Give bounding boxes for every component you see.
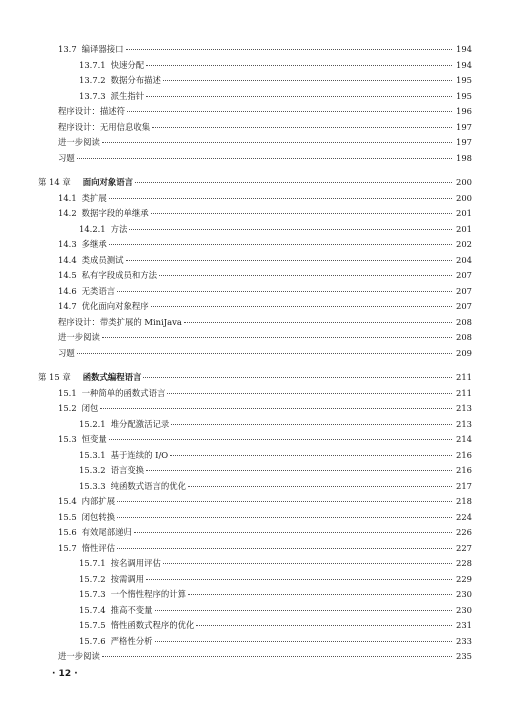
toc-section-number: 15.7.2 <box>79 573 106 584</box>
toc-section-title: 语言变换 <box>110 465 145 475</box>
toc-entry-label <box>58 332 100 343</box>
toc-page-number: 208 <box>456 332 472 342</box>
dot-leader <box>143 377 452 378</box>
toc-entry-label <box>58 44 124 55</box>
toc-page-number: 194 <box>456 59 472 70</box>
toc-entry-row <box>79 589 472 600</box>
dot-leader <box>151 213 452 214</box>
toc-entry-label <box>58 496 115 507</box>
toc-section-title: 派生指针 <box>110 90 145 101</box>
toc-entry-label <box>79 605 153 616</box>
dot-leader <box>151 306 452 307</box>
toc-section-title: 程序设计：带类扩展的 MiniJava <box>58 316 182 327</box>
toc-entry-row <box>79 481 472 492</box>
toc-entry-row <box>79 558 472 569</box>
toc-section-title: 进一步阅读 <box>58 137 100 147</box>
dot-leader <box>100 408 452 409</box>
dot-leader <box>117 517 452 518</box>
toc-section-number: 13.7 <box>58 44 77 54</box>
dot-leader <box>146 470 452 471</box>
toc-section-number: 15.7 <box>58 542 77 553</box>
toc-entry-label <box>79 450 168 461</box>
toc-page-number: 213 <box>456 403 472 413</box>
toc-section-title: 面向对象语言 <box>82 177 133 187</box>
toc-section-title: 严格性分析 <box>110 635 153 646</box>
toc-page-number: 201 <box>456 223 472 234</box>
dot-leader <box>117 291 452 292</box>
toc-entry-label <box>58 153 75 164</box>
toc-entry-label <box>79 60 144 71</box>
toc-section-title: 进一步阅读 <box>58 332 100 342</box>
toc-section-title: 一种简单的函数式语言 <box>81 387 166 398</box>
dot-leader <box>102 337 452 338</box>
dot-leader <box>117 548 452 549</box>
toc-section-title: 习题 <box>58 347 75 358</box>
toc-entry-row <box>58 332 472 343</box>
toc-section-number: 14.3 <box>58 239 77 249</box>
toc-entry-row <box>58 153 472 164</box>
toc-section-number: 14.5 <box>58 270 77 280</box>
toc-section-number: 15.7.1 <box>79 558 106 568</box>
toc-entry-label <box>58 137 100 148</box>
toc-page-number: 207 <box>456 301 472 311</box>
toc-page-number: 194 <box>456 44 472 54</box>
toc-entry-row <box>79 224 472 235</box>
toc-page-number: 230 <box>456 604 472 615</box>
dot-leader <box>184 322 452 323</box>
dot-leader <box>135 182 452 183</box>
toc-page-number: 208 <box>456 316 472 327</box>
toc-page-number: 197 <box>456 137 472 147</box>
toc-entry-row <box>79 91 472 102</box>
toc-entry-label <box>38 177 133 188</box>
toc-section-number: 15.3.2 <box>79 465 106 475</box>
toc-entry-row <box>58 239 472 250</box>
toc-section-number: 14.2 <box>58 208 77 218</box>
toc-page-number: 216 <box>456 465 472 475</box>
dot-leader <box>196 625 452 626</box>
toc-entry-row <box>58 348 472 359</box>
toc-entry-row <box>58 651 472 662</box>
dot-leader <box>77 158 452 159</box>
toc-page-number: 201 <box>456 208 472 218</box>
toc-page-number: 230 <box>456 589 472 599</box>
toc-section-number: 14.1 <box>58 192 77 203</box>
toc-page-number: 195 <box>456 90 472 101</box>
toc-page-number: 209 <box>456 347 472 358</box>
toc-entry-label <box>79 481 186 492</box>
dot-leader <box>152 127 452 128</box>
toc-section-number: 15.3.3 <box>79 480 106 491</box>
toc-section-title: 一个惰性程序的计算 <box>110 589 187 599</box>
toc-entry-label <box>58 403 98 414</box>
toc-entry-label <box>58 239 107 250</box>
toc-page-number: 196 <box>456 106 472 116</box>
toc-section-title: 程序设计：描述符 <box>58 106 125 116</box>
toc-section-number: 15.7.4 <box>79 604 106 615</box>
toc-section-title: 按需调用 <box>110 573 145 584</box>
toc-entry-row <box>58 193 472 204</box>
toc-section-title: 无类语言 <box>81 285 116 296</box>
toc-page-number: 235 <box>456 651 472 661</box>
toc-section-title: 堆分配激活记录 <box>110 418 170 429</box>
toc-entry-label <box>79 589 186 600</box>
toc-entry-label <box>79 620 194 631</box>
toc-entry-row <box>58 208 472 219</box>
toc-page-number: 204 <box>456 254 472 265</box>
toc-page-number: 200 <box>456 177 472 187</box>
dot-leader <box>102 142 452 143</box>
toc-entry-row <box>79 465 472 476</box>
toc-entry-label <box>58 348 75 359</box>
dot-leader <box>109 439 452 440</box>
toc-entry-row <box>58 255 472 266</box>
toc-section-number: 第 15 章 <box>38 372 71 382</box>
dot-leader <box>146 579 452 580</box>
toc-section-title: 编译器接口 <box>81 44 124 54</box>
toc-entry-label <box>58 255 124 266</box>
toc-section-title: 数据分布描述 <box>110 75 161 85</box>
toc-section-title: 类成员测试 <box>81 254 124 265</box>
toc-entry-row <box>58 403 472 414</box>
toc-entry-label <box>38 372 141 383</box>
dot-leader <box>127 111 452 112</box>
toc-page-number: 207 <box>456 285 472 296</box>
toc-page-number: 213 <box>456 418 472 429</box>
toc-section-title: 多继承 <box>81 239 107 249</box>
toc-entry-label <box>58 270 157 281</box>
dot-leader <box>109 198 452 199</box>
toc-section-title: 私有字段成员和方法 <box>81 270 158 280</box>
toc-section-number: 15.5 <box>58 511 77 522</box>
toc-entry-label <box>58 301 149 312</box>
toc-section-title: 推高不变量 <box>110 604 153 615</box>
toc-section-title: 程序设计：无用信息收集 <box>58 121 151 132</box>
dot-leader <box>155 610 452 611</box>
toc-entry-label <box>79 75 161 86</box>
toc-section-number: 15.7.6 <box>79 635 106 646</box>
toc-section-title: 闭包转换 <box>81 511 116 522</box>
toc-entry-label <box>58 512 115 523</box>
toc-page-number: 233 <box>456 635 472 646</box>
dot-leader <box>102 656 452 657</box>
toc-section-title: 按名调用评估 <box>110 558 161 568</box>
toc-entry-row <box>58 543 472 554</box>
toc-page-number: 198 <box>456 152 472 163</box>
dot-leader <box>146 65 452 66</box>
toc-page-number: 229 <box>456 573 472 584</box>
toc-entry-row <box>58 106 472 117</box>
dot-leader <box>77 353 452 354</box>
toc-entry-label <box>58 388 165 399</box>
toc-section-number: 13.7.2 <box>79 75 106 85</box>
toc-entry-label <box>58 106 125 117</box>
toc-section-title: 类扩展 <box>81 192 107 203</box>
toc-section-number: 15.2.1 <box>79 418 106 429</box>
toc-section-title: 方法 <box>110 223 128 234</box>
toc-section-number: 15.7.5 <box>79 620 106 630</box>
toc-entry-label <box>79 636 153 647</box>
toc-entry-label <box>58 651 100 662</box>
toc-section-number: 13.7.3 <box>79 90 106 101</box>
toc-section-number: 第 14 章 <box>38 177 71 187</box>
toc-entry-row <box>58 301 472 312</box>
toc-entry-label <box>79 419 169 430</box>
toc-entry-row <box>79 450 472 461</box>
toc-entry-row <box>58 137 472 148</box>
toc-page-number: 197 <box>456 121 472 132</box>
toc-section-title: 数据字段的单继承 <box>81 208 149 218</box>
dot-leader <box>163 563 452 564</box>
toc-chapter-row <box>38 372 472 383</box>
toc-page-number: 217 <box>456 480 472 491</box>
toc-section-number: 14.7 <box>58 301 77 311</box>
toc-page-number: 195 <box>456 75 472 85</box>
dot-leader <box>163 80 452 81</box>
dot-leader <box>126 49 452 50</box>
toc-entry-row <box>79 636 472 647</box>
toc-chapter-row <box>38 177 472 188</box>
toc-entry-row <box>58 317 472 328</box>
toc-entry-label <box>58 543 115 554</box>
dot-leader <box>109 244 452 245</box>
toc-section-title: 有效尾部递归 <box>81 527 132 537</box>
dot-leader <box>134 532 452 533</box>
toc-section-title: 优化面向对象程序 <box>81 301 149 311</box>
toc-page-number: 214 <box>456 434 472 444</box>
toc-entry-label <box>58 122 150 133</box>
toc-section-number: 14.6 <box>58 285 77 296</box>
toc-section-title: 快速分配 <box>110 59 145 70</box>
toc-entry-row <box>58 270 472 281</box>
toc-section-number: 14.4 <box>58 254 77 265</box>
toc-entry-row <box>79 605 472 616</box>
toc-section-title: 进一步阅读 <box>58 651 100 661</box>
toc-entry-label <box>58 527 132 538</box>
dot-leader <box>188 486 452 487</box>
toc-entry-row <box>58 527 472 538</box>
dot-leader <box>126 260 452 261</box>
toc-section-title: 恒变量 <box>81 434 107 444</box>
toc-entry-row <box>58 512 472 523</box>
toc-entry-label <box>58 434 107 445</box>
toc-entry-row <box>79 60 472 71</box>
toc-section-number: 13.7.1 <box>79 59 106 70</box>
toc-page-number: 216 <box>456 449 472 460</box>
toc-page-number: 228 <box>456 558 472 568</box>
toc-section-number: 14.2.1 <box>79 223 106 234</box>
toc-entry-label <box>79 574 144 585</box>
toc-section-title: 惰性评估 <box>81 542 116 553</box>
toc-page-number: 211 <box>456 387 472 398</box>
toc-section-title: 惰性函数式程序的优化 <box>110 620 195 630</box>
toc-section-number: 15.3.1 <box>79 449 106 460</box>
toc-page-number: 200 <box>456 192 472 203</box>
toc-page-number: 218 <box>456 496 472 506</box>
toc-page-number: 226 <box>456 527 472 537</box>
dot-leader <box>159 275 452 276</box>
toc-page-number: 227 <box>456 542 472 553</box>
toc-entry-label <box>58 286 115 297</box>
toc-entry-label <box>58 208 149 219</box>
dot-leader <box>188 594 452 595</box>
toc-entry-row <box>58 44 472 55</box>
toc-section-title: 闭包 <box>81 403 99 413</box>
toc-entry-row <box>79 620 472 631</box>
toc-entry-row <box>58 286 472 297</box>
toc-section-title: 内部扩展 <box>81 496 116 506</box>
dot-leader <box>167 393 452 394</box>
toc-entry-label <box>79 465 144 476</box>
toc-section-title: 习题 <box>58 152 75 163</box>
toc-section-number: 15.1 <box>58 387 77 398</box>
toc-section-number: 15.2 <box>58 403 77 413</box>
toc-page-number: 207 <box>456 270 472 280</box>
toc-page-number: 231 <box>456 620 472 630</box>
dot-leader <box>129 229 452 230</box>
toc-entry-label <box>79 224 127 235</box>
toc-entry-row <box>58 122 472 133</box>
toc-section-number: 15.7.3 <box>79 589 106 599</box>
toc-page-number: 202 <box>456 239 472 249</box>
toc-section-title: 纯函数式语言的优化 <box>110 480 187 491</box>
dot-leader <box>171 424 452 425</box>
toc-section-number: 15.3 <box>58 434 77 444</box>
toc-entry-row <box>79 419 472 430</box>
page-number: · 12 · <box>52 669 78 679</box>
toc-page-number: 211 <box>456 372 472 382</box>
dot-leader <box>155 641 452 642</box>
toc-section-title: 基于连续的 I/O <box>110 449 169 460</box>
toc-entry-row <box>79 75 472 86</box>
toc-entry-label <box>79 558 161 569</box>
toc-entry-row <box>79 574 472 585</box>
toc-entry-label <box>58 193 107 204</box>
toc-entry-label <box>58 317 182 328</box>
toc-entry-label <box>79 91 144 102</box>
dot-leader <box>170 455 452 456</box>
toc-entry-row <box>58 496 472 507</box>
dot-leader <box>117 501 452 502</box>
toc-entry-row <box>58 434 472 445</box>
toc-page-number: 224 <box>456 511 472 522</box>
dot-leader <box>146 96 452 97</box>
toc-section-number: 15.6 <box>58 527 77 537</box>
toc-section-title: 函数式编程语言 <box>82 372 142 382</box>
toc-section-number: 15.4 <box>58 496 77 506</box>
toc-entry-row <box>58 388 472 399</box>
